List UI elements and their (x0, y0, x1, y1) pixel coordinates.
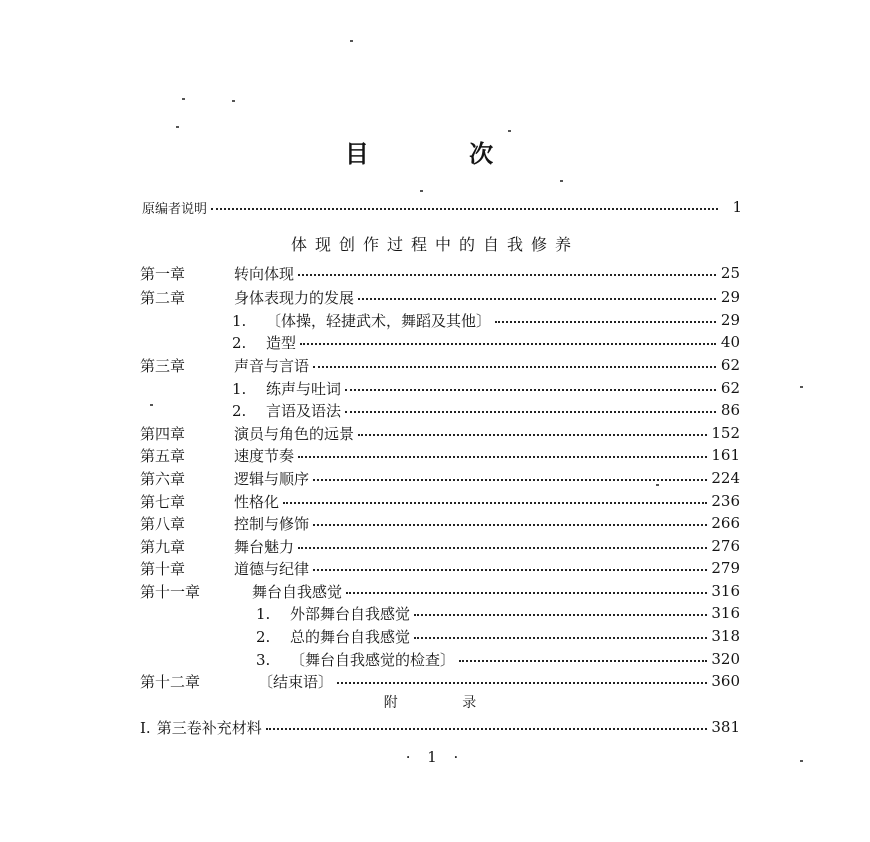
scan-speck (232, 100, 235, 102)
toc-page-number: 360 (711, 672, 740, 690)
toc-row-chapter[interactable] (140, 490, 740, 512)
chapter-prefix: 第八章 (140, 514, 186, 533)
toc-row-section[interactable] (256, 625, 740, 647)
toc-page-number: 381 (711, 718, 740, 736)
toc-row-section[interactable] (256, 648, 740, 670)
toc-page-number: 161 (711, 446, 740, 464)
dot-leader (345, 385, 716, 391)
toc-page-number: 29 (720, 288, 740, 306)
toc-page-number: 276 (711, 537, 740, 555)
toc-page-number: 316 (711, 582, 740, 600)
scan-speck (176, 126, 179, 128)
dot-leader (346, 588, 707, 594)
dot-leader (298, 452, 707, 458)
chapter-prefix: 第三章 (140, 356, 186, 375)
section-title: 造型 (266, 333, 297, 352)
chapter-prefix: 第九章 (140, 537, 186, 556)
chapter-prefix: 第四章 (140, 424, 186, 443)
toc-row-chapter[interactable] (140, 444, 740, 466)
page-title: 目 次 (344, 139, 540, 168)
toc-page-number: 29 (720, 311, 740, 329)
toc-row-chapter[interactable] (140, 262, 740, 284)
toc-page-number: 1 (732, 198, 742, 216)
chapter-prefix: 第七章 (140, 492, 186, 511)
dot-leader (414, 633, 707, 639)
toc-row-chapter[interactable] (140, 467, 740, 489)
chapter-title: 舞台魅力 (234, 537, 295, 556)
scan-speck (150, 404, 153, 406)
dot-leader (358, 294, 716, 300)
chapter-prefix: 第十章 (140, 559, 186, 578)
toc-page-number: 316 (711, 604, 740, 622)
scan-speck (656, 484, 659, 486)
appendix-number: I. (140, 718, 151, 737)
toc-row-chapter[interactable] (140, 670, 740, 692)
scan-speck (350, 40, 353, 42)
page-number: · 1 · (405, 748, 465, 766)
toc-row-section[interactable] (232, 309, 740, 331)
scan-speck (800, 386, 803, 388)
dot-leader (337, 678, 707, 684)
toc-page-number: 224 (711, 469, 740, 487)
appendix-title: 第三卷补充材料 (156, 718, 262, 737)
section-number: 1. (232, 379, 247, 398)
dot-leader (358, 430, 707, 436)
toc-row-appendix[interactable] (140, 716, 740, 738)
part-heading: 体现创作过程中的自我修养 (290, 235, 579, 254)
toc-row-chapter[interactable] (140, 422, 740, 444)
toc-page-number: 40 (720, 333, 740, 351)
chapter-title: 声音与言语 (234, 356, 310, 375)
scan-speck (182, 98, 185, 100)
section-number: 2. (256, 627, 271, 646)
section-title: 〔体操，轻捷武术，舞蹈及其他〕 (266, 311, 492, 330)
scan-speck (508, 130, 511, 132)
toc-page-number: 62 (720, 379, 740, 397)
chapter-prefix: 第十二章 (140, 672, 201, 691)
toc-row-intro[interactable] (142, 196, 742, 218)
toc-page-number: 318 (711, 627, 740, 645)
dot-leader (495, 317, 716, 323)
toc-page-number: 152 (711, 424, 740, 442)
chapter-title: 舞台自我感觉 (252, 582, 343, 601)
appendix-heading: 附 录 (383, 695, 507, 711)
dot-leader (300, 339, 716, 345)
chapter-prefix: 第十一章 (140, 582, 201, 601)
section-number: 2. (232, 401, 247, 420)
chapter-title: 逻辑与顺序 (234, 469, 310, 488)
scan-speck (560, 180, 563, 182)
toc-row-chapter[interactable] (140, 535, 740, 557)
toc-row-chapter[interactable] (140, 286, 740, 308)
chapter-title: 〔结束语〕 (258, 672, 334, 691)
chapter-title: 速度节奏 (234, 446, 295, 465)
toc-row-section[interactable] (232, 377, 740, 399)
chapter-title: 转向体现 (234, 264, 295, 283)
toc-row-chapter[interactable] (140, 512, 740, 534)
chapter-prefix: 第六章 (140, 469, 186, 488)
scan-speck (420, 190, 423, 192)
chapter-title: 身体表现力的发展 (234, 288, 355, 307)
toc-page-number: 320 (711, 650, 740, 668)
toc-page-number: 279 (711, 559, 740, 577)
dot-leader (414, 610, 707, 616)
toc-row-chapter[interactable] (140, 580, 740, 602)
section-number: 1. (232, 311, 247, 330)
chapter-title: 道德与纪律 (234, 559, 310, 578)
section-number: 3. (256, 650, 271, 669)
toc-row-section[interactable] (232, 399, 740, 421)
section-title: 〔舞台自我感觉的检查〕 (290, 650, 456, 669)
section-title: 言语及语法 (266, 401, 342, 420)
dot-leader (298, 543, 707, 549)
toc-page-number: 62 (720, 356, 740, 374)
toc-row-chapter[interactable] (140, 557, 740, 579)
chapter-title: 演员与角色的远景 (234, 424, 355, 443)
dot-leader (313, 475, 707, 481)
toc-page-number: 25 (720, 264, 740, 282)
dot-leader (313, 520, 707, 526)
dot-leader (313, 565, 707, 571)
toc-row-chapter[interactable] (140, 354, 740, 376)
section-title: 练声与吐词 (266, 379, 342, 398)
dot-leader (211, 204, 718, 210)
scan-speck (800, 760, 803, 762)
toc-row-section[interactable] (232, 331, 740, 353)
chapter-prefix: 第一章 (140, 264, 186, 283)
section-number: 2. (232, 333, 247, 352)
toc-page-number: 266 (711, 514, 740, 532)
chapter-prefix: 第二章 (140, 288, 186, 307)
toc-row-section[interactable] (256, 602, 740, 624)
dot-leader (283, 498, 707, 504)
toc-page-number: 86 (720, 401, 740, 419)
dot-leader (345, 407, 716, 413)
chapter-title: 性格化 (234, 492, 280, 511)
dot-leader (459, 656, 707, 662)
toc-page-number: 236 (711, 492, 740, 510)
dot-leader (298, 270, 716, 276)
section-number: 1. (256, 604, 271, 623)
toc-label: 原编者说明 (142, 201, 208, 217)
section-title: 外部舞台自我感觉 (290, 604, 411, 623)
dot-leader (313, 362, 716, 368)
section-title: 总的舞台自我感觉 (290, 627, 411, 646)
chapter-prefix: 第五章 (140, 446, 186, 465)
dot-leader (266, 724, 708, 730)
chapter-title: 控制与修饰 (234, 514, 310, 533)
